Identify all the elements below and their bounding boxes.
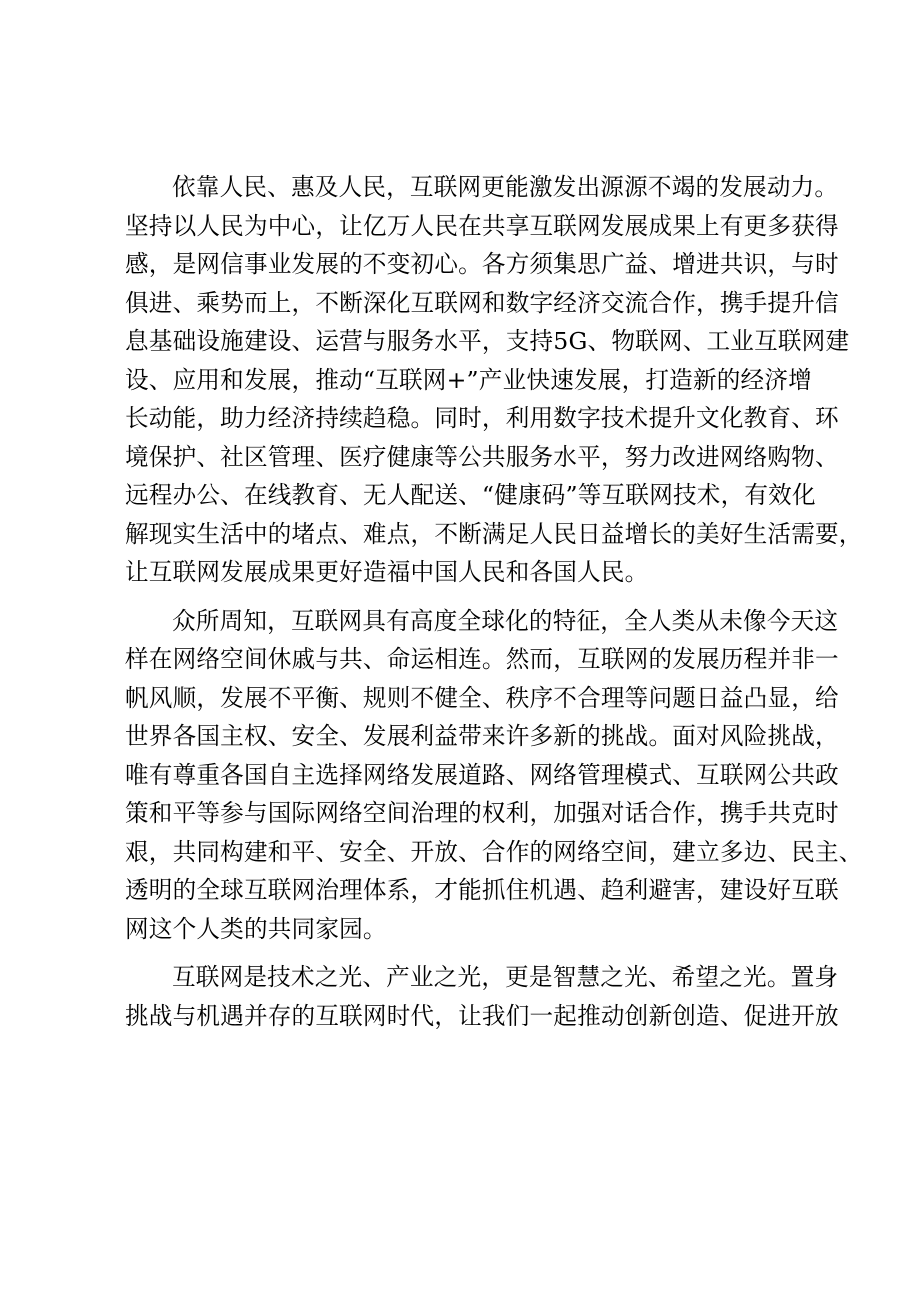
text-line: 网这个人类的共同家园。 <box>125 914 387 943</box>
text-line: 让互联网发展成果更好造福中国人民和各国人民。 <box>125 558 649 586</box>
text-line: 设、应用和发展，推动“互联网+”产业快速发展，打造新的经济增 <box>125 365 812 394</box>
paragraph-1 <box>125 168 863 592</box>
paragraph-gap <box>125 948 797 958</box>
text-line: 众所周知，互联网具有高度全球化的特征，全人类从未像今天这 <box>172 606 839 635</box>
document-body <box>125 168 863 1035</box>
text-line: 挑战与机遇并存的互联网时代，让我们一起推动创新创造、促进开放 <box>125 1001 839 1030</box>
text-line: 透明的全球互联网治理体系，才能抓住机遇、趋利避害，建设好互联 <box>125 876 839 904</box>
text-line: 坚持以人民为中心，让亿万人民在共享互联网发展成果上有更多获得 <box>125 211 839 240</box>
text-line: 远程办公、在线教育、无人配送、“健康码”等互联网技术，有效化 <box>125 481 816 509</box>
text-line: 帆风顺，发展不平衡、规则不健全、秩序不合理等问题日益凸显，给 <box>125 683 839 712</box>
text-line: 世界各国主权、安全、发展利益带来许多新的挑战。面对风险挑战， <box>125 722 839 750</box>
text-line: 境保护、社区管理、医疗健康等公共服务水平，努力改进网络购物、 <box>125 442 839 471</box>
text-line: 俱进、乘势而上，不断深化互联网和数字经济交流合作，携手提升信 <box>125 288 839 317</box>
paragraph-gap <box>125 592 797 602</box>
text-line: 依靠人民、惠及人民，互联网更能激发出源源不竭的发展动力。 <box>172 173 839 201</box>
text-line: 长动能，助力经济持续趋稳。同时，利用数字技术提升文化教育、环 <box>125 404 839 432</box>
text-line: 样在网络空间休戚与共、命运相连。然而，互联网的发展历程并非一 <box>125 645 839 673</box>
text-line: 感，是网信事业发展的不变初心。各方须集思广益、增进共识，与时 <box>125 250 839 278</box>
paragraph-3 <box>125 958 839 1035</box>
paragraph-2 <box>125 602 863 949</box>
text-line: 解现实生活中的堵点、难点，不断满足人民日益增长的美好生活需要， <box>125 519 863 548</box>
text-line: 息基础设施建设、运营与服务水平，支持5G、物联网、工业互联网建 <box>125 327 850 355</box>
text-line: 策和平等参与国际网络空间治理的权利，加强对话合作，携手共克时 <box>125 799 839 827</box>
text-line: 艰，共同构建和平、安全、开放、合作的网络空间，建立多边、民主、 <box>125 837 863 866</box>
text-line: 唯有尊重各国自主选择网络发展道路、网络管理模式、互联网公共政 <box>125 760 839 789</box>
text-line: 互联网是技术之光、产业之光，更是智慧之光、希望之光。置身 <box>172 963 839 991</box>
